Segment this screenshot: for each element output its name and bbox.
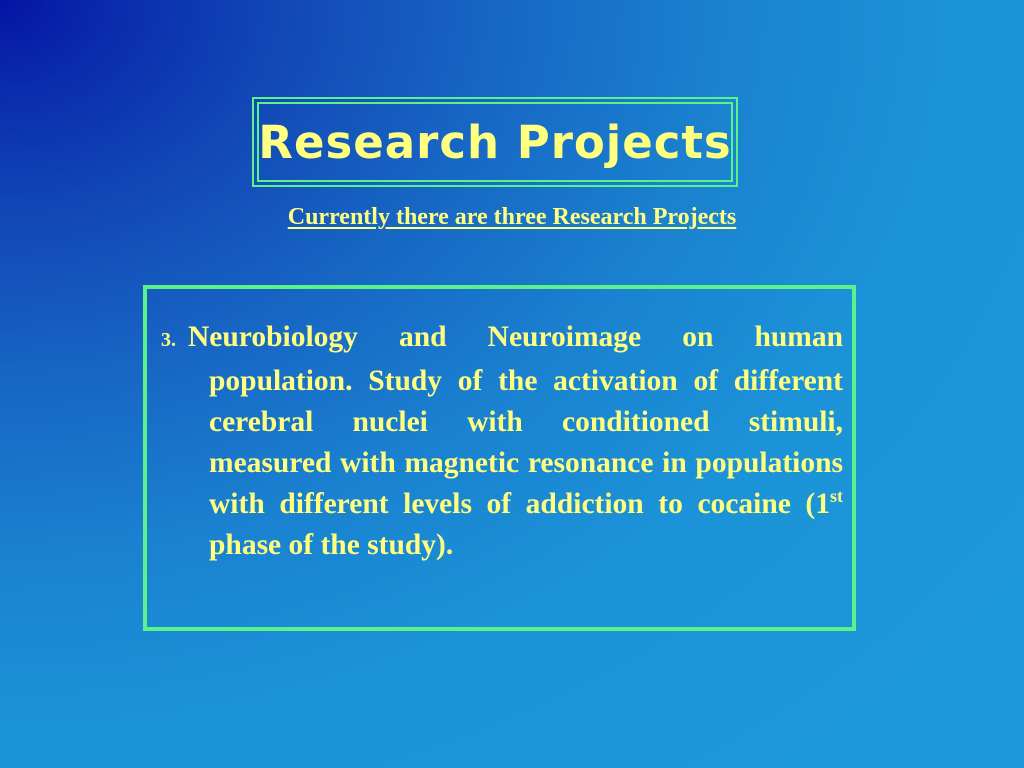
- item-text-after: phase of the study).: [209, 529, 454, 561]
- content-box: [143, 285, 856, 631]
- slide-title: Research Projects: [258, 115, 732, 169]
- item-text-before: Neurobiology and Neuroimage on human population. Study of the activation of different cerebral nuclei with conditioned stimuli, measured with magnetic resonance in populations with different levels of addiction to cocaine (1: [188, 321, 843, 520]
- slide-subtitle: Currently there are three Research Projects: [287, 204, 737, 230]
- research-item: [161, 317, 843, 566]
- title-frame: [252, 97, 738, 187]
- title-inner-frame: [257, 102, 733, 182]
- item-superscript: st: [830, 486, 843, 507]
- item-number: 3.: [161, 329, 176, 351]
